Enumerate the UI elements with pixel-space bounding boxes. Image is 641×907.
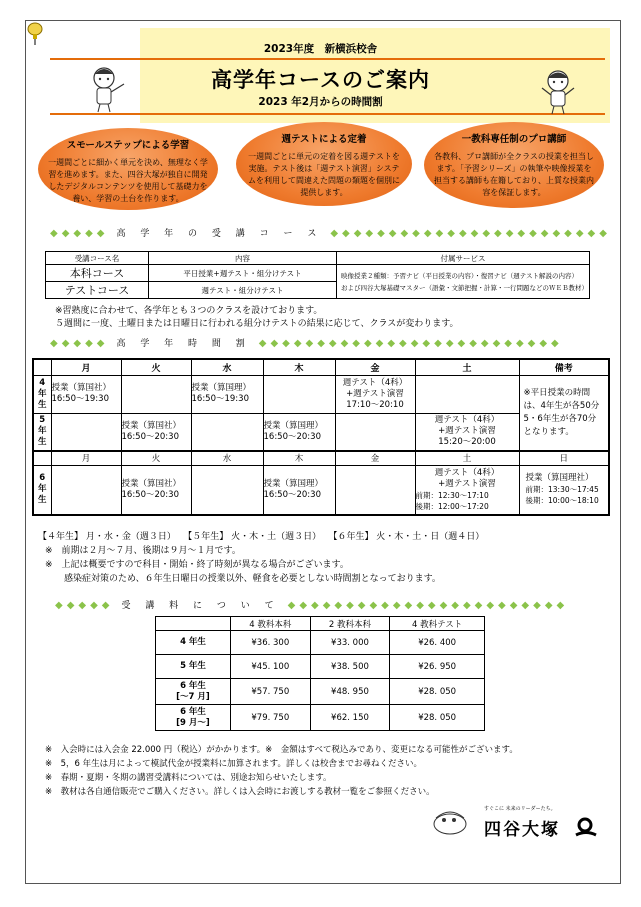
empty-cell — [51, 465, 121, 515]
course-name: 本科コース — [46, 265, 149, 282]
col-header: 付属サービス — [337, 252, 590, 265]
schedule-note: ※ 上記は概要ですので科目・開始・終了時刻が異なる場合がございます。 — [45, 560, 349, 570]
mascot-logo-icon — [430, 806, 470, 836]
section-title: 高 学 年 時 間 割 — [116, 339, 251, 349]
fee-value: ¥48. 950 — [310, 679, 390, 705]
fee-value: ¥36. 300 — [231, 631, 311, 655]
grade-label: 6 年 生 — [33, 465, 51, 515]
service-line: および四谷大塚基礎マスター（語彙・文節把握・計算・一行問題などのＷＥＢ教材） — [341, 283, 588, 292]
courses-section-heading — [50, 226, 611, 240]
fee-grade: 6 年生 [～7 月] — [156, 679, 231, 705]
class-cell — [415, 465, 519, 515]
page-title: 高学年コースのご案内 — [211, 68, 430, 92]
empty-cell — [191, 413, 263, 451]
day-header: 月 — [51, 359, 121, 375]
fee-value: ¥79. 750 — [231, 705, 311, 731]
day-header: 木 — [263, 359, 335, 375]
timetable — [32, 358, 610, 516]
empty-cell — [335, 465, 415, 515]
course-note: ５週間に一度、土曜日または日曜日に行われる組分けテストの結果に応じて、クラスが変わります。 — [55, 319, 459, 329]
col-header: 内容 — [149, 252, 337, 265]
class-cell: 授業（算国理） 16:50～19:30 — [191, 375, 263, 413]
day-header: 土 — [415, 451, 519, 465]
feature-small-steps — [38, 128, 218, 210]
class-cell: 週テスト（4科） +週テスト演習 17:10～20:10 — [335, 375, 415, 413]
fee-note: ※ 春期・夏期・冬期の講習受講料については、別途お知らせいたします。 — [45, 773, 332, 783]
day-header: 火 — [121, 359, 191, 375]
feature-pro-teachers — [424, 122, 604, 208]
col-header: 受講コース名 — [46, 252, 149, 265]
header-rule-bottom — [50, 113, 605, 115]
day-header: 火 — [121, 451, 191, 465]
course-table — [45, 251, 590, 299]
section-title: 高 学 年 の 受 講 コ ー ス — [116, 229, 323, 239]
fee-value: ¥26. 950 — [390, 655, 485, 679]
course-name: テストコース — [46, 282, 149, 299]
remarks-cell: ※平日授業の時間は、4年生が各50分 5・6年生が各70分となります。 — [519, 375, 609, 451]
schedule-note: 感染症対策のため、６年生日曜日の授業以外、軽食を必要としない時間割となっております。 — [64, 574, 441, 584]
diamond-decoration: ◆◆◆◆◆ — [50, 338, 109, 349]
diamond-decoration: ◆◆◆◆◆◆◆◆◆◆◆◆◆◆◆◆◆◆◆◆◆◆◆◆ — [287, 600, 569, 611]
empty-cell — [191, 465, 263, 515]
class-cell: 授業（算国理） 16:50～20:30 — [263, 465, 335, 515]
fee-table — [155, 616, 485, 731]
class-times: 前期：13:30～17:45 後期：10:00～18:10 — [525, 485, 599, 506]
fee-note: ※ 教材は各自通信販売でご購入ください。詳しくは入会時にお渡しする教材一覧をご参照ください。 — [45, 787, 435, 797]
day-header: 水 — [191, 451, 263, 465]
day-header: 月 — [51, 451, 121, 465]
fee-header: 2 教科本科 — [310, 617, 390, 631]
fee-value: ¥62. 150 — [310, 705, 390, 731]
fees-section-heading — [55, 598, 568, 612]
fee-value: ¥28. 050 — [390, 679, 485, 705]
diamond-decoration: ◆◆◆◆◆◆◆◆◆◆◆◆◆◆◆◆◆◆◆◆◆◆◆◆ — [330, 228, 611, 239]
student-character-right — [538, 68, 578, 116]
class-cell — [519, 465, 609, 515]
course-content: 平日授業+週テスト・組分けテスト — [149, 265, 337, 282]
schedule-section-heading — [50, 336, 563, 350]
empty-cell — [121, 375, 191, 413]
fee-value: ¥45. 100 — [231, 655, 311, 679]
fee-grade: 5 年生 — [156, 655, 231, 679]
feature-body: 各教科、プロ講師が全クラスの授業を担当します。「予習シリーズ」の執筆や映像授業を担当する講師も在籍しており、上質な授業内容を保証します。 — [434, 152, 594, 197]
class-title: 授業（算国理社） — [525, 473, 594, 484]
grade-label: 4 年 生 — [33, 375, 51, 413]
school-year-label: 2023年度 新横浜校舎 — [263, 43, 378, 55]
day-header: 日 — [519, 451, 609, 465]
service-line: 映像授業２種類：予習ナビ（平日授業の内容）・復習ナビ（週テスト解説の内容） — [341, 271, 578, 280]
fee-grade: 4 年生 — [156, 631, 231, 655]
fee-header: 4 教科テスト — [390, 617, 485, 631]
brand-tagline: すぐこに 未来のリーダーたち。 — [484, 806, 556, 812]
page-subtitle: 2023 年2月からの時間割 — [258, 96, 383, 108]
class-cell: 授業（算国社） 16:50～19:30 — [51, 375, 121, 413]
feature-weekly-test — [236, 122, 412, 206]
brand-mark-icon — [574, 816, 598, 838]
class-cell: 授業（算国理） 16:50～20:30 — [263, 413, 335, 451]
schedule-summary: 【４年生】 月・水・金（週３日） 【５年生】 火・木・土（週３日） 【６年生】 火・木・土・日（週４日） — [38, 532, 485, 542]
course-content: 週テスト・組分けテスト — [149, 282, 337, 299]
corner-cell — [33, 359, 51, 375]
feature-title: 一教科専任制のプロ講師 — [461, 134, 567, 145]
feature-body: 一週間ごとに単元の定着を図る週テストを実施。テスト後は「週テスト演習」システムを利用して間違えた問題の類題を個別に提供します。 — [248, 152, 400, 197]
class-cell: 授業（算国社） 16:50～20:30 — [121, 413, 191, 451]
empty-cell — [263, 375, 335, 413]
section-title: 受 講 料 に つ い て — [121, 601, 280, 611]
course-note: ※習熟度に合わせて、各学年とも３つのクラスを設けております。 — [55, 306, 323, 316]
brand-logo-text: 四谷大塚 — [484, 820, 560, 840]
grade-label: 5 年 生 — [33, 413, 51, 451]
feature-body: 一週間ごとに細かく単元を決め、無理なく学習を進めます。また、四谷大塚が独自に開発したデジタルコンテンツを使用して基礎力を養い、学習の土台を作ります。 — [48, 158, 208, 203]
diamond-decoration: ◆◆◆◆◆ — [50, 228, 109, 239]
fee-value: ¥26. 400 — [390, 631, 485, 655]
day-header: 金 — [335, 359, 415, 375]
course-services — [337, 265, 590, 299]
fee-value: ¥38. 500 — [310, 655, 390, 679]
fee-note: ※ 入会時には入会金 22.000 円（税込）がかかります。※ 金額はすべて税込みであり、変更になる可能性がございます。 — [45, 745, 518, 755]
fee-header — [156, 617, 231, 631]
class-cell: 授業（算国社） 16:50～20:30 — [121, 465, 191, 515]
diamond-decoration: ◆◆◆◆◆◆◆◆◆◆◆◆◆◆◆◆◆◆◆◆◆◆◆◆◆◆ — [258, 338, 563, 349]
fee-value: ¥33. 000 — [310, 631, 390, 655]
day-header: 木 — [263, 451, 335, 465]
day-header: 備考 — [519, 359, 609, 375]
fee-header: 4 教科本科 — [231, 617, 311, 631]
diamond-decoration: ◆◆◆◆◆ — [55, 600, 114, 611]
class-cell: 週テスト（4科） +週テスト演習 15:20～20:00 — [415, 413, 519, 451]
schedule-note: ※ 前期は２月～７月、後期は９月～１月です。 — [45, 546, 241, 556]
corner-cell — [33, 451, 51, 465]
feature-title: スモールステップによる学習 — [66, 140, 190, 151]
student-character-left — [88, 64, 128, 114]
day-header: 金 — [335, 451, 415, 465]
class-times: 前期：12:30～17:10 後期：12:00～17:20 — [415, 490, 489, 511]
header-rule-top — [50, 58, 605, 60]
empty-cell — [51, 413, 121, 451]
fee-value: ¥57. 750 — [231, 679, 311, 705]
fee-grade: 6 年生 [9 月～] — [156, 705, 231, 731]
empty-cell — [335, 413, 415, 451]
empty-cell — [415, 375, 519, 413]
day-header: 水 — [191, 359, 263, 375]
day-header: 土 — [415, 359, 519, 375]
fee-value: ¥28. 050 — [390, 705, 485, 731]
class-title: 週テスト（4科） +週テスト演習 — [434, 467, 500, 489]
fee-note: ※ 5，6 年生は月によって模試代金が授業料に加算されます。詳しくは校舎までお尋ねください。 — [45, 759, 422, 769]
feature-title: 週テストによる定着 — [281, 134, 367, 145]
